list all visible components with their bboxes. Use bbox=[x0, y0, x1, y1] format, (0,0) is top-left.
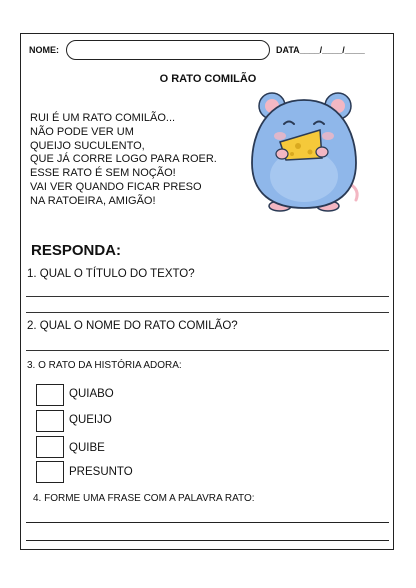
poem-line: NA RATOEIRA, AMIGÃO! bbox=[30, 194, 156, 207]
answer-line-1b[interactable] bbox=[26, 312, 389, 313]
question-1: 1. QUAL O TÍTULO DO TEXTO? bbox=[27, 268, 195, 280]
checkbox-quibe[interactable] bbox=[36, 436, 64, 458]
answer-line-2[interactable] bbox=[26, 350, 389, 351]
poem-line: RUI É UM RATO COMILÃO... bbox=[30, 112, 176, 124]
rat-eating-cheese-illustration bbox=[242, 88, 364, 214]
name-field[interactable] bbox=[66, 40, 270, 60]
poem-line: VAI VER QUANDO FICAR PRESO bbox=[30, 180, 202, 193]
checkbox-presunto[interactable] bbox=[36, 461, 64, 483]
option-label: QUIABO bbox=[69, 388, 114, 400]
date-field[interactable]: DATA____/____/____ bbox=[276, 45, 365, 55]
poem-line: QUE JÁ CORRE LOGO PARA ROER. bbox=[30, 153, 217, 166]
option-label: QUIBE bbox=[69, 442, 105, 454]
answer-line-4a[interactable] bbox=[26, 522, 389, 523]
text-title: O RATO COMILÃO bbox=[159, 73, 257, 85]
poem-text bbox=[30, 112, 217, 209]
checkbox-queijo[interactable] bbox=[36, 410, 64, 432]
poem-line: NÃO PODE VER UM bbox=[30, 125, 134, 138]
option-label: PRESUNTO bbox=[69, 466, 133, 478]
answer-line-4b[interactable] bbox=[26, 540, 389, 541]
question-2: 2. QUAL O NOME DO RATO COMILÃO? bbox=[27, 320, 238, 332]
poem-line: QUEIJO SUCULENTO, bbox=[30, 139, 145, 152]
option-label: QUEIJO bbox=[69, 414, 112, 426]
section-heading: RESPONDA: bbox=[31, 242, 122, 259]
question-3: 3. O RATO DA HISTÓRIA ADORA: bbox=[27, 360, 182, 371]
poem-line: ESSE RATO É SEM NOÇÃO! bbox=[30, 167, 176, 180]
question-4: 4. FORME UMA FRASE COM A PALAVRA RATO: bbox=[33, 493, 255, 504]
answer-line-1a[interactable] bbox=[26, 296, 389, 297]
checkbox-quiabo[interactable] bbox=[36, 384, 64, 406]
name-label: NOME: bbox=[29, 45, 59, 55]
